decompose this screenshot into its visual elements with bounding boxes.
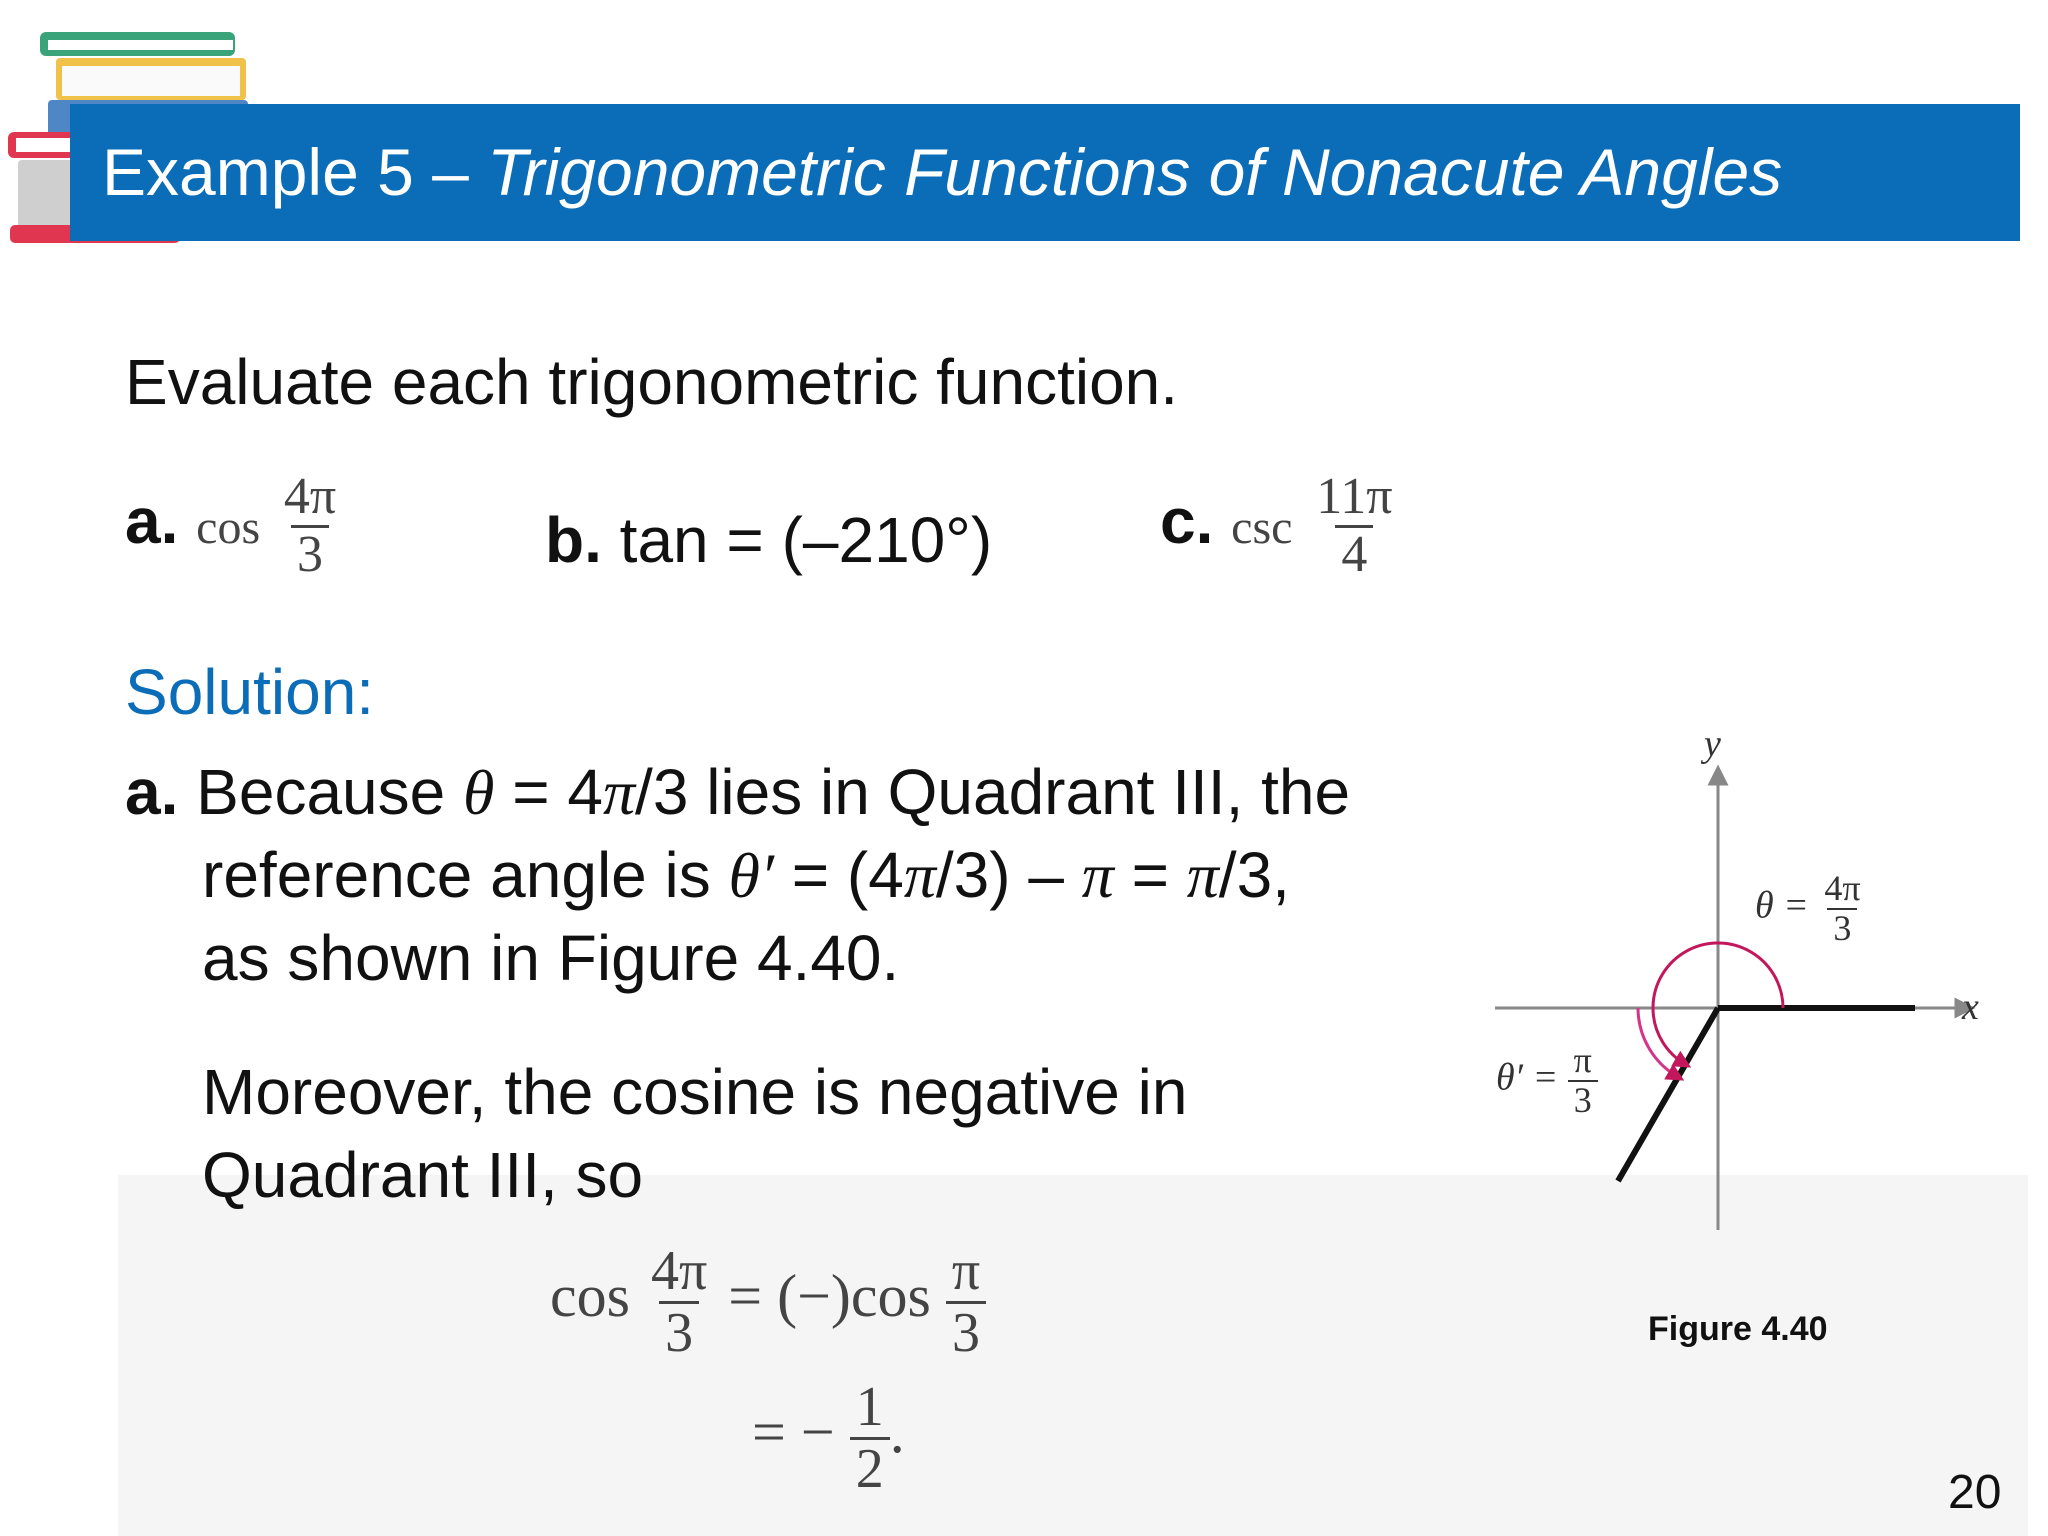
reference-fraction: [1568, 1042, 1598, 1120]
problem-c-func: csc: [1231, 501, 1293, 554]
problem-c-den: 4: [1335, 525, 1373, 583]
eq-negative-sign: (−): [777, 1263, 851, 1330]
problem-b: [545, 470, 992, 610]
solution-line-2: [202, 838, 1290, 913]
eq-period: .: [889, 1399, 905, 1466]
line1-theta: θ: [463, 757, 495, 828]
figure-x-label: x: [1962, 986, 1979, 1028]
eq-result-den: 2: [850, 1437, 890, 1499]
problem-a-label: a.: [125, 485, 179, 557]
eq-rhs-fraction: [946, 1242, 986, 1363]
theta-fraction: [1818, 870, 1866, 948]
solution-heading: Solution:: [125, 656, 375, 728]
solution-part-label: a.: [125, 756, 179, 828]
figure-reference-label: [1496, 1042, 1598, 1120]
figure-4-40: [1475, 715, 1995, 1245]
line2-pi-3: π: [1186, 840, 1219, 911]
line2-text-3: /3) –: [935, 839, 1082, 911]
eq-equals-2: =: [752, 1399, 786, 1466]
reference-den: 3: [1568, 1080, 1598, 1120]
eq-rhs-func: cos: [850, 1263, 931, 1330]
solution-line-3: as shown in Figure 4.40.: [202, 922, 900, 994]
eq-minus: −: [800, 1399, 835, 1466]
problem-a-func: cos: [196, 501, 261, 554]
line2-text-2: = (4: [773, 839, 904, 911]
line1-pi: π: [602, 757, 636, 828]
line2-pi-1: π: [903, 840, 936, 911]
eq-rhs-num: π: [951, 1240, 981, 1302]
problem-c-label: c.: [1160, 485, 1214, 557]
figure-y-label: y: [1704, 723, 1721, 765]
eq-rhs-den: 3: [946, 1301, 986, 1363]
solution-line-1: [125, 755, 1350, 830]
eq-equals-1: =: [728, 1263, 763, 1330]
line2-theta-prime: θ′: [728, 840, 774, 911]
eq-lhs-num: 4π: [650, 1240, 708, 1302]
line2-text-4: =: [1113, 839, 1187, 911]
theta-num: 4π: [1824, 868, 1861, 908]
reference-angle-arc: [1638, 1008, 1678, 1077]
problem-c: [1160, 470, 1399, 610]
problem-b-label: b.: [545, 504, 602, 576]
slide-title: [102, 104, 1782, 241]
reference-label-text: θ′ =: [1496, 1056, 1559, 1099]
line2-text-5: /3,: [1218, 839, 1290, 911]
eq-lhs-den: 3: [659, 1301, 699, 1363]
line2-text-1: reference angle is: [202, 839, 729, 911]
figure-theta-label: [1755, 870, 1867, 948]
problem-c-fraction: [1310, 470, 1398, 582]
problem-b-text: tan = (–210°): [619, 504, 993, 576]
solution-line-5: Quadrant III, so: [202, 1139, 644, 1211]
reference-num: π: [1573, 1040, 1592, 1080]
problem-a: [125, 470, 342, 610]
page-number: 20: [1948, 1466, 2002, 1519]
instruction-text: Evaluate each trigonometric function.: [125, 346, 1179, 418]
line1-text-2: = 4: [494, 756, 603, 828]
eq-result-num: 1: [855, 1376, 884, 1438]
solution-line-4: Moreover, the cosine is negative in: [202, 1056, 1188, 1128]
title-subtitle: Trigonometric Functions of Nonacute Angles: [487, 135, 1783, 209]
theta-den: 3: [1827, 908, 1857, 948]
problem-a-num: 4π: [283, 468, 337, 525]
problem-a-den: 3: [291, 525, 329, 583]
line1-text-1: Because: [196, 756, 463, 828]
eq-lhs-fraction: [645, 1242, 713, 1363]
title-lead: Example 5 –: [102, 135, 488, 209]
eq-result-fraction: [850, 1378, 890, 1499]
equation-line-1: [550, 1242, 986, 1363]
eq-lhs-func: cos: [550, 1263, 630, 1330]
line2-pi-2: π: [1081, 840, 1114, 911]
line1-text-3: /3 lies in Quadrant III, the: [635, 756, 1351, 828]
equation-line-2: [752, 1378, 905, 1499]
problem-a-fraction: [278, 470, 342, 582]
terminal-side: [1618, 1008, 1718, 1181]
theta-label-text: θ =: [1755, 884, 1809, 927]
figure-caption: Figure 4.40: [1648, 1310, 1828, 1348]
problem-c-num: 11π: [1316, 468, 1393, 525]
